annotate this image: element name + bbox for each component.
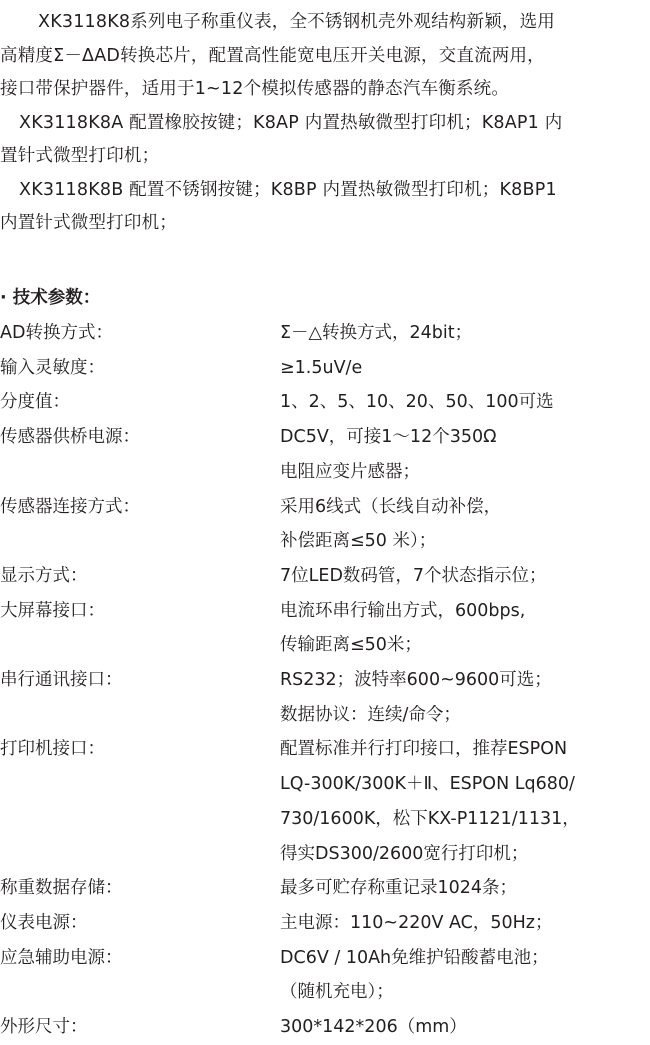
param-row-sensor-connection <box>0 490 650 559</box>
param-value <box>280 559 650 594</box>
param-label: 仪表电源： <box>0 912 88 933</box>
param-value <box>280 871 650 906</box>
param-value <box>280 732 650 871</box>
param-value <box>280 906 650 941</box>
param-value-line: 最多可贮存称重记录1024条； <box>280 878 518 899</box>
param-value-line: 1、2、5、10、20、50、100可选 <box>280 392 554 413</box>
param-label: 传感器供桥电源： <box>0 427 140 448</box>
param-value-line: 得实DS300/2600宽行打印机； <box>280 843 529 864</box>
param-row-input-sensitivity <box>0 351 650 386</box>
param-value <box>280 351 650 386</box>
param-row-bridge-power <box>0 420 650 489</box>
param-value-line: 采用6线式（长线自动补偿， <box>280 496 502 517</box>
param-value <box>280 594 650 663</box>
params-list <box>0 316 650 1045</box>
param-value-line: 传输距离≤50米； <box>280 635 422 656</box>
param-value-line: 7位LED数码管，7个状态指示位； <box>280 565 547 586</box>
param-value-line: 730/1600K，松下KX-P1121/1131， <box>280 808 580 829</box>
param-row-serial <box>0 663 650 732</box>
param-value <box>280 316 650 351</box>
param-row-printer <box>0 732 650 871</box>
param-label: 分度值： <box>0 392 70 413</box>
param-row-dimensions <box>0 1010 650 1045</box>
param-value <box>280 663 650 732</box>
param-value-line: DC6V / 10Ah免维护铅酸蓄电池； <box>280 947 549 968</box>
param-row-power <box>0 906 650 941</box>
param-label: 大屏幕接口： <box>0 600 105 621</box>
param-value <box>280 941 650 1010</box>
param-value-line: 配置标准并行打印接口，推荐ESPON <box>280 739 568 760</box>
text-line: 接口带保护器件，适用于1~12个模拟传感器的静态汽车衡系统。 <box>0 79 510 99</box>
param-value-line: 电流环串行输出方式，600bps, <box>280 600 526 621</box>
param-value-line: RS232；波特率600~9600可选； <box>280 670 552 691</box>
param-value <box>280 1010 650 1045</box>
intro-paragraph-k8a <box>0 107 650 174</box>
param-label: 串行通讯接口： <box>0 670 123 691</box>
param-value-line: （随机充电）； <box>280 982 394 1003</box>
text-line: 高精度Σ－ΔAD转换芯片，配置高性能宽电压开关电源，交直流两用， <box>0 45 545 66</box>
param-value-line: 电阻应变片感器； <box>280 461 420 482</box>
text-line: 内置针式微型打印机； <box>0 213 177 233</box>
intro-section <box>0 6 650 241</box>
param-row-display <box>0 559 650 594</box>
param-value-line: 主电源：110~220V AC，50Hz； <box>280 912 553 933</box>
param-label: 外形尺寸： <box>0 1017 88 1038</box>
param-row-division <box>0 385 650 420</box>
param-label: 输入灵敏度： <box>0 357 105 378</box>
param-row-storage <box>0 871 650 906</box>
param-row-backup-power <box>0 941 650 1010</box>
param-value <box>280 420 650 489</box>
param-label: AD转换方式： <box>0 323 113 343</box>
param-value-line: 补偿距离≤50 米）； <box>280 531 437 552</box>
param-value-line: 数据协议：连续/命令； <box>280 704 461 725</box>
param-label: 打印机接口： <box>0 739 105 760</box>
param-row-ad-conversion <box>0 316 650 351</box>
param-label: 显示方式： <box>0 565 88 586</box>
param-value <box>280 385 650 420</box>
param-label: 传感器连接方式： <box>0 496 140 517</box>
param-value-line: DC5V，可接1～12个350Ω <box>280 427 497 448</box>
param-value-line: Σ－△转换方式，24bit； <box>280 323 473 343</box>
param-value <box>280 490 650 559</box>
param-value-line: ≥1.5uV/e <box>280 357 363 378</box>
intro-paragraph-series <box>0 6 650 107</box>
text-line: XK3118K8系列电子称重仪表，全不锈钢机壳外观结构新颖，选用 <box>38 12 556 32</box>
intro-paragraph-k8b <box>0 174 650 241</box>
param-label: 应急辅助电源： <box>0 947 123 968</box>
param-label: 称重数据存储： <box>0 878 123 899</box>
text-line: XK3118K8A 配置橡胶按键；K8AP 内置热敏微型打印机；K8AP1 内 <box>19 112 563 133</box>
param-row-big-screen <box>0 594 650 663</box>
text-line: 置针式微型打印机； <box>0 146 160 166</box>
section-title: · 技术参数： <box>0 288 101 308</box>
param-value-line: LQ-300K/300K＋Ⅱ、ESPON Lq680/ <box>280 774 575 795</box>
param-value-line: 300*142*206（mm） <box>280 1017 467 1038</box>
text-line: XK3118K8B 配置不锈钢按键；K8BP 内置热敏微型打印机；K8BP1 <box>19 179 557 200</box>
